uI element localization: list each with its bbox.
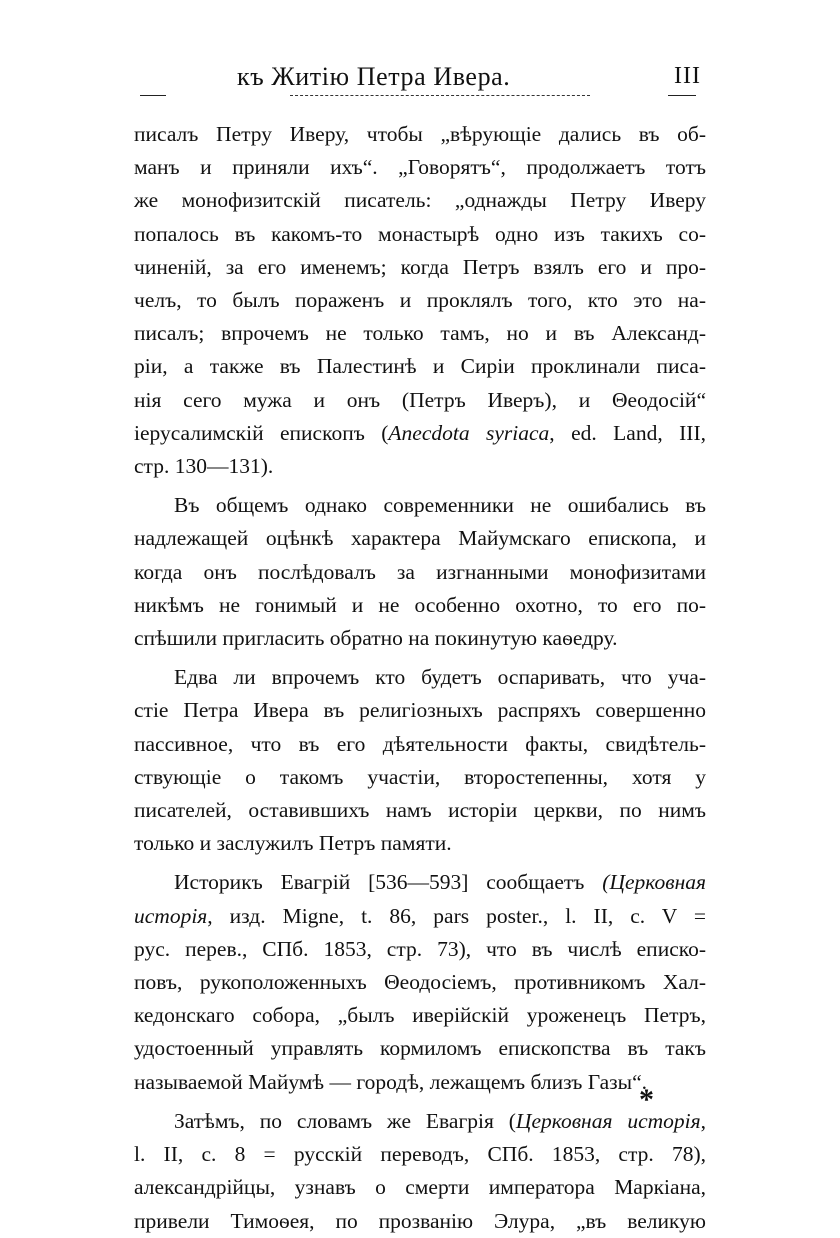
text-line: привели Тимоѳея, по прозванію Элура, „въ великую [134, 1208, 706, 1233]
line-text: Затѣмъ, по словамъ же Евагрія ( [174, 1108, 516, 1133]
running-title: къ Житію Петра Ивера. [237, 62, 511, 91]
citation-title: исторія [134, 903, 208, 928]
text-line: удостоенный управлять кормиломъ епископства въ такъ [134, 1036, 706, 1061]
text-line-with-citation [134, 417, 706, 450]
line-text: Историкъ Евагрій [536—593] сообщаетъ [174, 870, 603, 895]
line-text: , изд. Migne, t. 86, pars poster., l. II, c. V = [207, 903, 706, 928]
header-rule-left [140, 95, 166, 96]
text-line: Въ общемъ однако современники не ошибались въ [174, 493, 706, 518]
text-line-with-citation [134, 1105, 706, 1138]
line-text: , ed. Land, III, [549, 420, 706, 445]
text-line: нія сего мужа и онъ (Петръ Иверъ), и Θеодосій“ [134, 387, 706, 412]
text-line: никѣмъ не гонимый и не особенно охотно, то его по- [134, 592, 706, 617]
footnote-asterisk: * [639, 1083, 654, 1116]
text-line: когда онъ послѣдовалъ за изгнанными монофизитами [134, 559, 706, 584]
line-text: , [700, 1108, 706, 1133]
text-line: писателей, оставившихъ намъ исторіи церкви, по нимъ [134, 798, 706, 823]
text-line: александрійцы, узнавъ о смерти императора Маркіана, [134, 1175, 706, 1200]
text-line: называемой Майумѣ — городѣ, лежащемъ близъ Газы“. [134, 1069, 648, 1094]
header-rule-right [668, 95, 696, 96]
paragraph-2 [134, 489, 706, 655]
paragraph-3 [134, 661, 706, 860]
text-line-with-citation [134, 866, 706, 899]
text-line: стіе Петра Ивера въ религіозныхъ распряхъ совершенно [134, 698, 706, 723]
text-line: Едва ли впрочемъ кто будетъ оспаривать, что уча- [174, 665, 706, 690]
text-line: челъ, то былъ пораженъ и проклялъ того, кто это на- [134, 288, 706, 313]
paragraph-4 [134, 866, 706, 1098]
line-text: іерусалимскій епископъ ( [134, 420, 389, 445]
text-line: чиненій, за его именемъ; когда Петръ взялъ его и про- [134, 254, 706, 279]
text-line: ствующіе о такомъ участіи, второстепенны, хотя у [134, 764, 706, 789]
citation-title: Церковная исторія [515, 1108, 701, 1133]
text-line: кедонскаго собора, „былъ иверійскій уроженецъ Петръ, [134, 1003, 706, 1028]
text-line: писалъ Петру Иверу, чтобы „вѣрующіе дались въ об- [134, 122, 706, 146]
text-line: повъ, рукоположенныхъ Θеодосіемъ, противникомъ Хал- [134, 970, 706, 995]
text-line: попалось въ какомъ-то монастырѣ одно изъ такихъ со- [134, 221, 706, 246]
text-line: l. II, c. 8 = русскій переводъ, СПб. 1853, стр. 78), [134, 1142, 706, 1167]
text-line: надлежащей оцѣнкѣ характера Майумскаго епископа, и [134, 526, 706, 551]
text-line: ріи, а также въ Палестинѣ и Сиріи проклинали писа- [134, 354, 706, 379]
body-text [134, 118, 706, 1238]
text-line: спѣшили пригласить обратно на покинутую каѳедру. [134, 626, 618, 651]
text-line: писалъ; впрочемъ не только тамъ, но и въ Александ- [134, 321, 706, 346]
paragraph-1 [134, 118, 706, 483]
text-line: рус. перев., СПб. 1853, стр. 73), что въ числѣ еписко- [134, 936, 706, 961]
citation-title: (Церковная [602, 870, 706, 895]
header-rule-middle [290, 95, 590, 96]
text-line: стр. 130—131). [134, 454, 274, 479]
text-line: только и заслужилъ Петръ памяти. [134, 831, 452, 856]
citation-title: Anecdota syriaca [388, 420, 550, 445]
text-line: пассивное, что въ его дѣятельности факты, свидѣтель- [134, 731, 706, 756]
page-header [137, 62, 707, 102]
paragraph-5 [134, 1105, 706, 1238]
text-line: манъ и приняли ихъ“. „Говорятъ“, продолжаетъ тотъ [134, 155, 706, 180]
text-line-with-citation [134, 900, 706, 933]
page-number: III [674, 63, 701, 89]
text-line: же монофизитскій писатель: „однажды Петру Иверу [134, 188, 706, 213]
